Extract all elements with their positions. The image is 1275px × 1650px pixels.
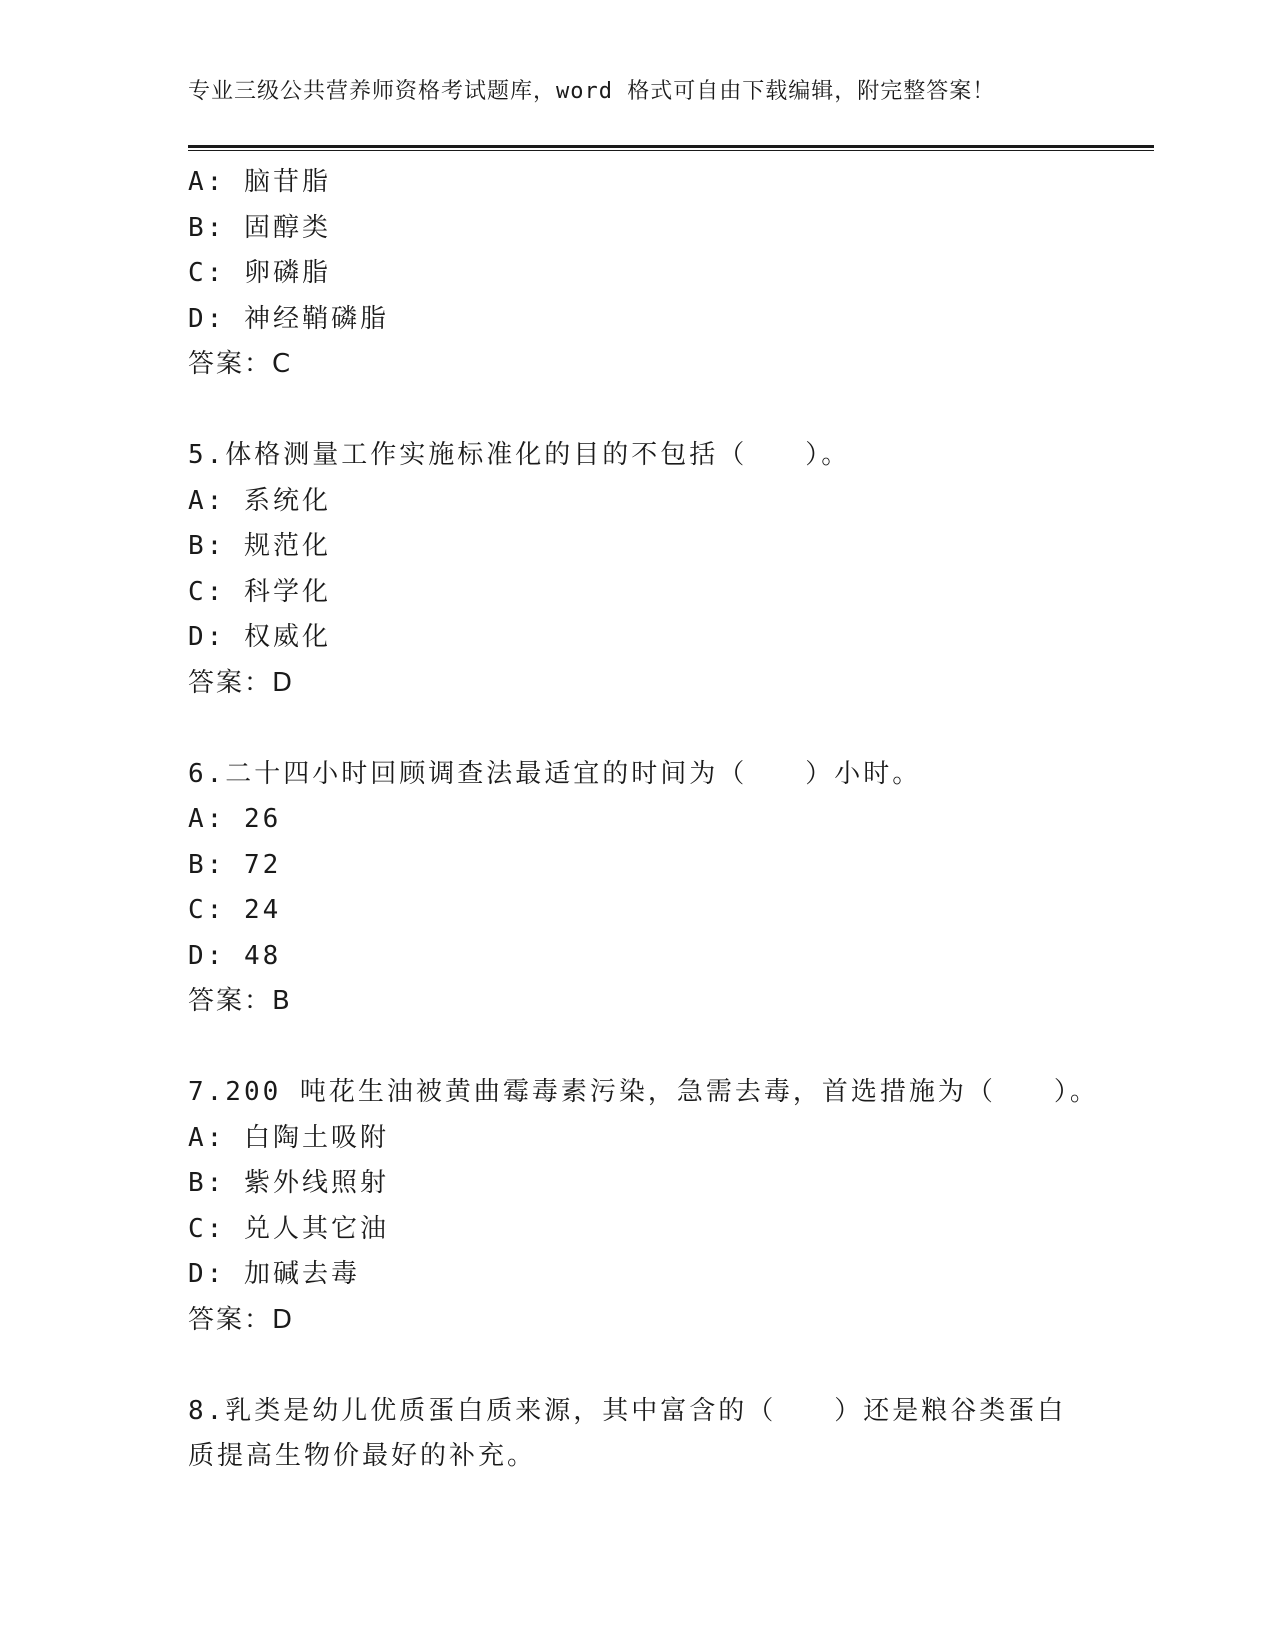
question-stem-line-1: 8.乳类是幼儿优质蛋白质来源，其中富含的（ ）还是粮谷类蛋白 [188,1395,1067,1426]
question-stem: 7.200 吨花生油被黄曲霉毒素污染，急需去毒，首选措施为（ ）。 [188,1077,1099,1107]
option-c: C: 兑人其它油 [188,1213,389,1244]
question-stem: 6.二十四小时回顾调查法最适宜的时间为（ ）小时。 [188,758,922,789]
answer-line: 答案：D [188,667,295,698]
question-7 [188,1070,1099,1343]
option-a: A: 白陶土吸附 [188,1122,389,1153]
question-stem: 5.体格测量工作实施标准化的目的不包括（ ）。 [188,440,851,470]
answer-line: 答案：C [188,349,293,379]
option-c: C: 卵磷脂 [188,258,331,288]
spacer [188,1025,1088,1071]
spacer [188,1343,1088,1389]
question-stem-line-2: 质提高生物价最好的补充。 [188,1441,537,1471]
answer-line: 答案：D [188,1304,295,1335]
option-c: C: 24 [188,895,282,925]
option-a: A: 26 [188,804,282,834]
question-6 [188,752,1088,1025]
option-d: D: 48 [188,940,282,971]
spacer [188,388,1088,434]
spacer [188,706,1088,752]
page-header: 专业三级公共营养师资格考试题库，word 格式可自由下载编辑，附完整答案！ [188,79,996,104]
option-b: B: 固醇类 [188,212,331,243]
answer-line: 答案：B [188,986,292,1016]
question-8 [188,1389,1088,1480]
question-5 [188,433,1088,706]
option-b: B: 72 [188,849,282,880]
header-rule-thick [188,145,1154,148]
option-d: D: 加碱去毒 [188,1259,360,1289]
option-c: C: 科学化 [188,576,331,607]
option-a: A: 脑苷脂 [188,167,331,197]
question-4-options [188,160,1088,388]
option-b: B: 紫外线照射 [188,1168,389,1198]
header-rule-thin [188,150,1154,151]
option-a: A: 系统化 [188,485,331,516]
option-d: D: 权威化 [188,622,331,652]
option-b: B: 规范化 [188,531,331,561]
question-content [188,160,1099,1480]
option-d: D: 神经鞘磷脂 [188,303,389,334]
